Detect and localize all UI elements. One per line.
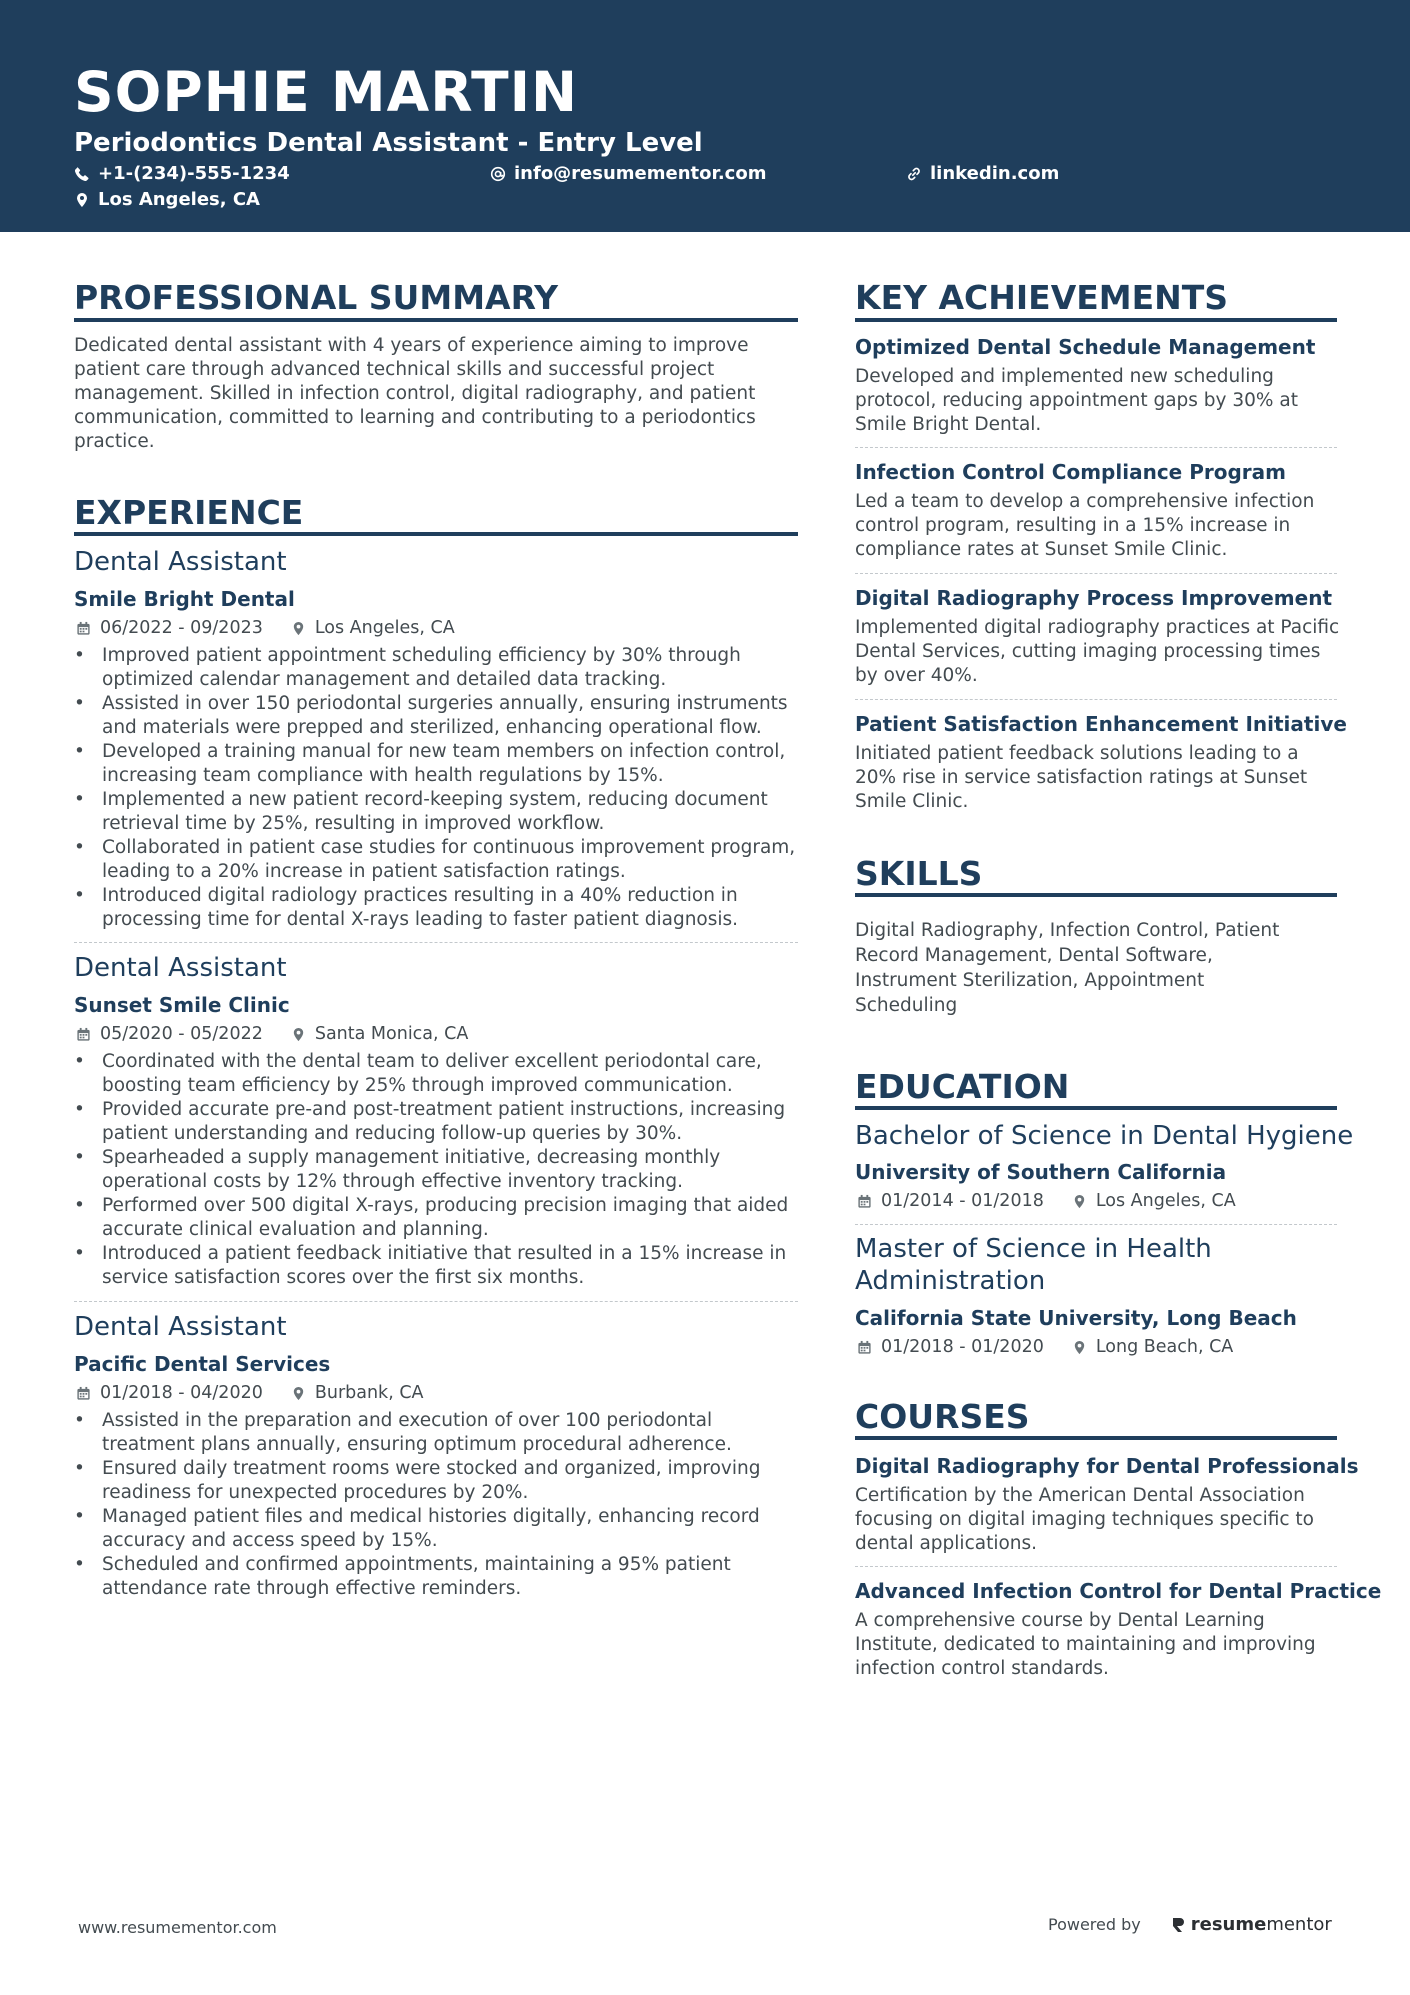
school-name: University of Southern California: [855, 1160, 1227, 1184]
achievement-text: Initiated patient feedback solutions leading to a 20% rise in service satisfaction ratings at Sunset Smile Clinic.: [855, 743, 1308, 812]
experience-rule: [74, 532, 798, 536]
link-icon: [906, 166, 922, 182]
achievement-title: Optimized Dental Schedule Management: [855, 335, 1316, 359]
education-dates: 01/2018 - 01/2020: [881, 1337, 1044, 1357]
bullet-item: • Improved patient appointment scheduling efficiency by 30% through optimized calendar management and detailed data tracking.: [74, 644, 814, 692]
achievement-divider: [855, 699, 1337, 700]
job-title: Dental Assistant: [74, 1312, 287, 1342]
education-location: [1072, 1335, 1233, 1359]
phone-text: +1-(234)-555-1234: [98, 163, 290, 184]
bullet-item: • Introduced digital radiology practices resulting in a 40% reduction in processing time for dental X-rays leading to faster patient diagnosis.: [74, 884, 814, 932]
achievement-text: Developed and implemented new scheduling protocol, reducing appointment gaps by 30% at Smile Bright Dental.: [855, 366, 1298, 435]
course-title: Advanced Infection Control for Dental Practice: [855, 1579, 1382, 1603]
location-pin-icon: [1072, 1194, 1087, 1209]
calendar-icon: [76, 621, 91, 636]
bullet-item: • Assisted in the preparation and execution of over 100 periodontal treatment plans annually, ensuring optimum procedural adherence.: [74, 1409, 814, 1457]
summary-heading: PROFESSIONAL SUMMARY: [74, 278, 559, 317]
degree-title: Master of Science in Health Administration: [855, 1234, 1212, 1296]
calendar-icon: [76, 1386, 91, 1401]
summary-rule: [74, 318, 798, 322]
brand-logo-icon: [1171, 1916, 1187, 1934]
achievement-divider: [855, 573, 1337, 574]
skills-heading: SKILLS: [855, 854, 983, 893]
education-dates: 01/2014 - 01/2018: [881, 1191, 1044, 1211]
summary-line: Dedicated dental assistant with 4 years of experience aiming to improve: [74, 335, 749, 356]
job-company: Pacific Dental Services: [74, 1352, 331, 1376]
achievement-title: Patient Satisfaction Enhancement Initiative: [855, 712, 1347, 736]
email-text: info@resumementor.com: [514, 163, 767, 184]
bullet-item: • Provided accurate pre-and post-treatment patient instructions, increasing patient understanding and reducing follow-up queries by 30%.: [74, 1098, 814, 1146]
location-pin-icon: [74, 192, 90, 208]
education-location: [1072, 1189, 1236, 1213]
skills-rule: [855, 893, 1337, 897]
course-text: A comprehensive course by Dental Learning Institute, dedicated to maintaining and improving infection control standards.: [855, 1610, 1316, 1679]
course-divider: [855, 1566, 1337, 1567]
linkedin-text: linkedin.com: [930, 163, 1060, 184]
location-pin-icon: [291, 1386, 306, 1401]
bullet-item: • Coordinated with the dental team to deliver excellent periodontal care, boosting team efficiency by 25% through improved communication.: [74, 1050, 814, 1098]
experience-heading: EXPERIENCE: [74, 493, 304, 532]
brand-name-part-2: mentor: [1266, 1914, 1332, 1935]
job-location: [291, 1022, 469, 1046]
school-name: California State University, Long Beach: [855, 1306, 1297, 1330]
education-location-text: Long Beach, CA: [1095, 1337, 1234, 1357]
job-bullets: [74, 1050, 814, 1290]
job-company: Sunset Smile Clinic: [74, 993, 290, 1017]
candidate-name: SOPHIE MARTIN: [74, 60, 579, 124]
contact-email[interactable]: [490, 162, 766, 186]
calendar-icon: [857, 1194, 872, 1209]
job-title: Dental Assistant: [74, 547, 287, 577]
resume-header: [0, 0, 1410, 232]
job-company: Smile Bright Dental: [74, 587, 295, 611]
skills-text: Digital Radiography, Infection Control, Patient Record Management, Dental Software, Instrument Sterilization, Appointment Scheduling: [855, 920, 1280, 1016]
education-rule: [855, 1106, 1337, 1110]
job-location: [291, 1381, 424, 1405]
courses-rule: [855, 1436, 1337, 1440]
bullet-item: • Scheduled and confirmed appointments, maintaining a 95% patient attendance rate through effective reminders.: [74, 1553, 814, 1601]
contact-linkedin[interactable]: [906, 162, 1059, 186]
bullet-item: • Collaborated in patient case studies for continuous improvement program, leading to a 20% increase in patient satisfaction ratings.: [74, 836, 814, 884]
job-dates: 06/2022 - 09/2023: [100, 618, 263, 638]
contact-phone[interactable]: [74, 162, 290, 186]
courses-heading: COURSES: [855, 1397, 1030, 1436]
education-meta: [857, 1189, 1236, 1213]
job-dates: 01/2018 - 04/2020: [100, 1383, 263, 1403]
job-title: Dental Assistant: [74, 953, 287, 983]
achievement-text: Led a team to develop a comprehensive infection control program, resulting in a 15% increase in compliance rates at Sunset Smile Clinic.: [855, 491, 1315, 560]
summary-text: [74, 334, 798, 454]
bullet-item: • Assisted in over 150 periodontal surgeries annually, ensuring instruments and materials were prepped and sterilized, enhancing operational flow.: [74, 692, 814, 740]
achievement-title: Digital Radiography Process Improvement: [855, 586, 1333, 610]
education-heading: EDUCATION: [855, 1067, 1070, 1106]
job-divider: [74, 942, 798, 943]
calendar-icon: [76, 1027, 91, 1042]
job-meta: [76, 1022, 468, 1046]
bullet-item: • Managed patient files and medical histories digitally, enhancing record accuracy and access speed by 15%.: [74, 1505, 814, 1553]
job-bullets: [74, 644, 814, 932]
summary-line: communication, committed to learning and contributing to a periodontics: [74, 407, 756, 428]
location-pin-icon: [291, 1027, 306, 1042]
bullet-item: • Developed a training manual for new team members on infection control, increasing team compliance with health regulations by 15%.: [74, 740, 814, 788]
summary-line: practice.: [74, 431, 155, 452]
bullet-item: • Performed over 500 digital X-rays, producing precision imaging that aided accurate clinical evaluation and planning.: [74, 1194, 814, 1242]
contact-location: [74, 188, 260, 212]
bullet-item: • Ensured daily treatment rooms were stocked and organized, improving readiness for unexpected procedures by 20%.: [74, 1457, 814, 1505]
job-dates: 05/2020 - 05/2022: [100, 1024, 263, 1044]
footer-branding[interactable]: [1048, 1914, 1332, 1935]
brand-logo: [1171, 1914, 1332, 1935]
job-location: [291, 616, 455, 640]
at-sign-icon: [490, 166, 506, 182]
course-text: Certification by the American Dental Association focusing on digital imaging techniques specific to dental applications.: [855, 1485, 1315, 1554]
location-pin-icon: [1072, 1340, 1087, 1355]
achievement-text: Implemented digital radiography practices at Pacific Dental Services, cutting imaging processing times by over 40%.: [855, 617, 1340, 686]
education-divider: [855, 1224, 1337, 1225]
location-text: Los Angeles, CA: [98, 189, 260, 210]
brand-name-part-1: resume: [1190, 1914, 1267, 1935]
achievements-rule: [855, 318, 1337, 322]
calendar-icon: [857, 1340, 872, 1355]
bullet-item: • Spearheaded a supply management initiative, decreasing monthly operational costs by 12% through effective inventory tracking.: [74, 1146, 814, 1194]
summary-line: management. Skilled in infection control, digital radiography, and patient: [74, 383, 756, 404]
phone-icon: [74, 166, 90, 182]
job-divider: [74, 1301, 798, 1302]
job-location-text: Santa Monica, CA: [314, 1024, 469, 1044]
education-location-text: Los Angeles, CA: [1095, 1191, 1236, 1211]
bullet-item: • Implemented a new patient record-keeping system, reducing document retrieval time by 25%, resulting in improved workflow.: [74, 788, 814, 836]
course-title: Digital Radiography for Dental Professionals: [855, 1454, 1359, 1478]
degree-title: Bachelor of Science in Dental Hygiene: [855, 1121, 1354, 1151]
summary-line: patient care through advanced technical skills and successful project: [74, 359, 715, 380]
job-bullets: [74, 1409, 814, 1601]
bullet-item: • Introduced a patient feedback initiative that resulted in a 15% increase in service satisfaction scores over the first six months.: [74, 1242, 814, 1290]
footer-website[interactable]: www.resumementor.com: [78, 1918, 277, 1937]
achievement-divider: [855, 447, 1337, 448]
job-meta: [76, 1381, 424, 1405]
powered-by-label: Powered by: [1048, 1915, 1141, 1934]
job-location-text: Burbank, CA: [314, 1383, 424, 1403]
job-meta: [76, 616, 455, 640]
candidate-headline: Periodontics Dental Assistant - Entry Level: [74, 128, 703, 158]
education-meta: [857, 1335, 1233, 1359]
achievements-heading: KEY ACHIEVEMENTS: [855, 278, 1229, 317]
job-location-text: Los Angeles, CA: [314, 618, 455, 638]
achievement-title: Infection Control Compliance Program: [855, 460, 1286, 484]
location-pin-icon: [291, 621, 306, 636]
